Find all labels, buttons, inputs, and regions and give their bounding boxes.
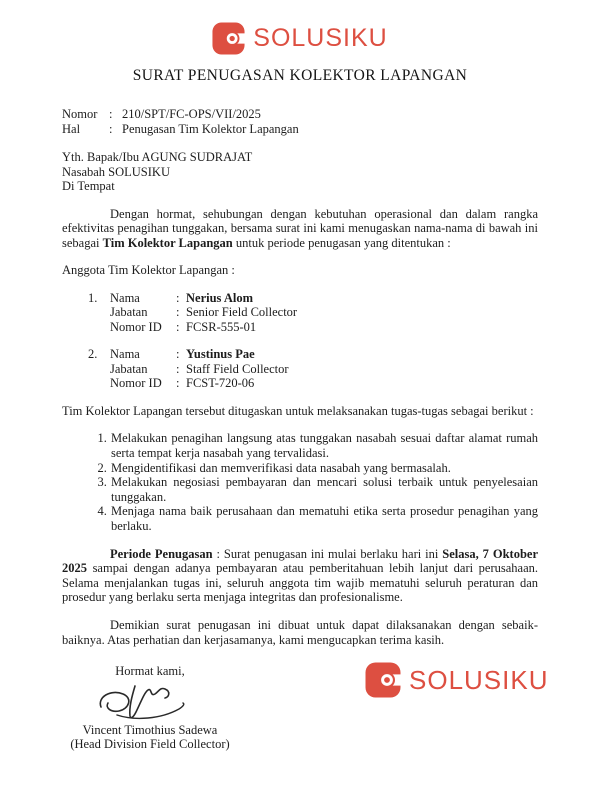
opening-part2: untuk periode penugasan yang ditentukan : <box>232 235 451 250</box>
member-name-row <box>110 291 538 306</box>
letter-meta <box>62 107 538 136</box>
handwritten-signature <box>95 681 205 721</box>
member-name-value: Yustinus Pae <box>186 347 255 362</box>
nomor-value: 210/SPT/FC-OPS/VII/2025 <box>122 107 261 121</box>
member-colon: : <box>176 305 180 320</box>
member-position-value: Staff Field Collector <box>186 361 289 376</box>
hal-colon: : <box>109 121 113 136</box>
member-position-row <box>110 305 538 320</box>
tasks-intro: Tim Kolektor Lapangan tersebut ditugaskan untuk melaksanakan tugas-tugas sebagai berikut : <box>62 403 534 418</box>
hal-row <box>62 122 538 137</box>
member-position-label: Jabatan <box>110 305 148 320</box>
periode-part1: : Surat penugasan ini mulai berlaku hari ini <box>212 546 443 561</box>
member-colon: : <box>176 319 180 334</box>
letterhead-logo <box>62 22 538 55</box>
team-heading: Anggota Tim Kolektor Lapangan : <box>62 263 235 278</box>
solusiku-wallet-icon <box>212 22 245 55</box>
member-name-value: Nerius Alom <box>186 290 254 305</box>
member-name-row <box>110 347 538 362</box>
recipient-line-3: Di Tempat <box>62 179 115 193</box>
member-number: 2. <box>88 347 98 362</box>
footer-logo <box>365 662 549 698</box>
hal-value: Penugasan Tim Kolektor Lapangan <box>122 121 299 136</box>
member-position-value: Senior Field Collector <box>186 305 298 320</box>
signature-salutation: Hormat kami, <box>115 664 185 679</box>
task-item: 2. Mengidentifikasi dan memverifikasi data nasabah yang bermasalah. <box>110 461 538 476</box>
brand-wordmark: SOLUSIKU <box>253 24 388 52</box>
hal-label: Hal <box>62 121 81 136</box>
member-colon: : <box>176 290 180 305</box>
member-item <box>88 291 538 335</box>
nomor-label: Nomor <box>62 107 98 121</box>
member-colon: : <box>176 361 180 376</box>
signature-block <box>62 664 238 752</box>
task-item: 1. Melakukan penagihan langsung atas tunggakan nasabah sesuai daftar alamat rumah serta tempat kerja nasabah yang tervalidasi. <box>110 431 538 460</box>
opening-bold: Tim Kolektor Lapangan <box>102 235 233 250</box>
periode-part2: sampai dengan adanya pembayaran atau pemberitahuan lebih lanjut dari perusahaan. Selama menjalankan tugas ini, seluruh anggota tim wajib mematuhi seluruh peraturan dan prosedur yang berlaku serta menjaga integritas dan profesionalisme. <box>62 561 538 605</box>
member-id-value: FCST-720-06 <box>186 376 255 391</box>
member-id-row <box>110 320 538 335</box>
periode-bold2: Selasa, 7 Oktober 2025 <box>62 546 538 576</box>
member-id-label: Nomor ID <box>110 376 162 391</box>
member-name-label: Nama <box>110 347 140 362</box>
member-number: 1. <box>88 290 98 305</box>
signer-role: (Head Division Field Collector) <box>70 737 230 752</box>
recipient-line-2: Nasabah SOLUSIKU <box>62 164 170 179</box>
nomor-row <box>62 107 538 122</box>
recipient-line-1: Yth. Bapak/Ibu AGUNG SUDRAJAT <box>62 150 253 164</box>
letter-title: SURAT PENUGASAN KOLEKTOR LAPANGAN <box>132 67 468 84</box>
member-colon: : <box>176 376 180 391</box>
task-item: 4. Menjaga nama baik perusahaan dan mematuhi etika serta prosedur penagihan yang berlaku. <box>110 504 538 533</box>
member-id-value: FCSR-555-01 <box>186 319 257 334</box>
brand-wordmark: SOLUSIKU <box>409 664 549 695</box>
tasks-list <box>62 431 538 533</box>
member-position-row <box>110 362 538 377</box>
closing-paragraph: Demikian surat penugasan ini dibuat untuk dapat dilaksanakan dengan sebaik-baiknya. Atas perhatian dan kerjasamanya, kami mengucapkan terima kasih. <box>62 618 538 647</box>
opening-part1: Dengan hormat, sehubungan dengan kebutuhan operasional dan dalam rangka efektivitas penagihan tunggakan, bersama surat ini kami menugaskan nama-nama di bawah ini sebagai <box>62 206 538 250</box>
member-position-label: Jabatan <box>110 361 148 376</box>
members-list <box>62 291 538 391</box>
member-name-label: Nama <box>110 290 140 305</box>
periode-bold1: Periode Penugasan <box>110 546 213 561</box>
nomor-colon: : <box>109 107 113 121</box>
task-item: 3. Melakukan negosiasi pembayaran dan mencari solusi terbaik untuk penyelesaian tunggakan. <box>110 475 538 504</box>
opening-paragraph <box>62 207 538 251</box>
member-id-label: Nomor ID <box>110 319 162 334</box>
signer-name: Vincent Timothius Sadewa <box>82 722 218 737</box>
solusiku-wallet-icon <box>365 662 401 698</box>
recipient-block <box>62 150 538 194</box>
member-id-row <box>110 376 538 391</box>
member-colon: : <box>176 347 180 362</box>
member-item <box>88 347 538 391</box>
periode-paragraph <box>62 547 538 605</box>
